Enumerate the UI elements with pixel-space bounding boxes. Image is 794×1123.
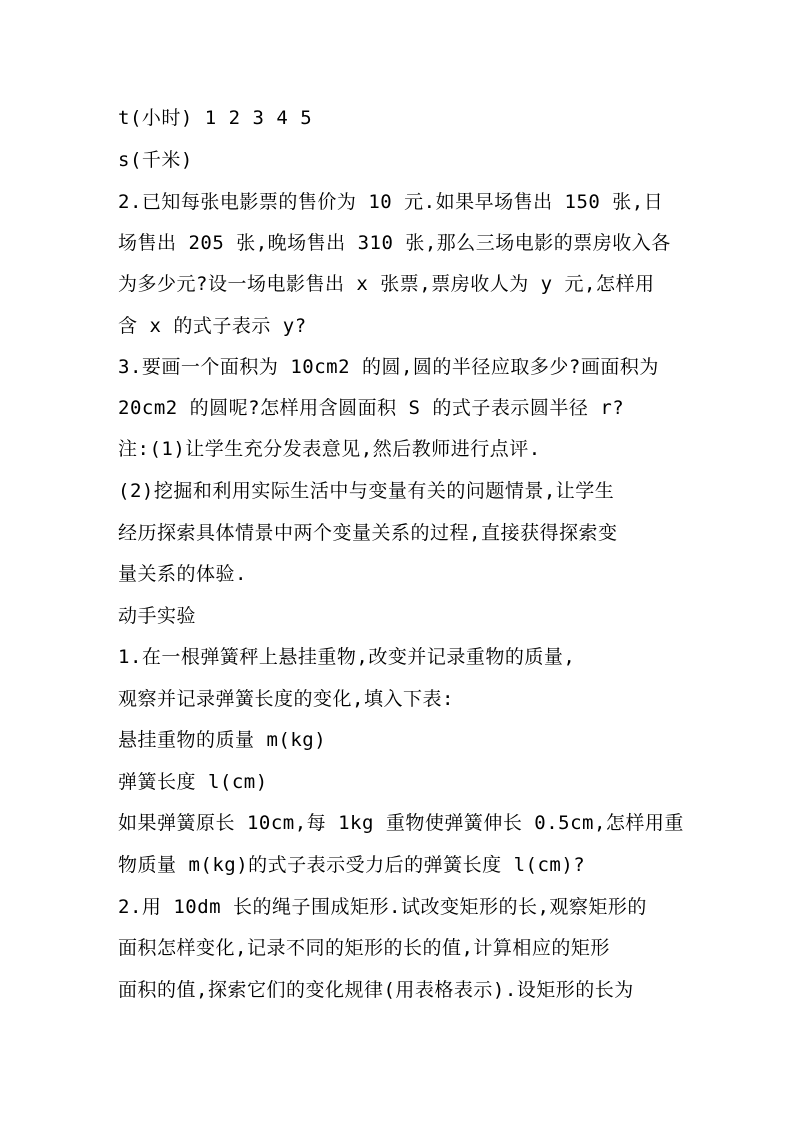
text-line-2: s(千米)	[118, 149, 193, 171]
text-line-19: 物质量 m(kg)的式子表示受力后的弹簧长度 l(cm)?	[118, 854, 586, 876]
text-line-4: 场售出 205 张,晚场售出 310 张,那么三场电影的票房收入各	[118, 232, 671, 254]
text-line-9: 注:(1)让学生充分发表意见,然后教师进行点评.	[118, 438, 541, 460]
text-line-7: 3.要画一个面积为 10cm2 的圆,圆的半径应取多少?画面积为	[118, 356, 659, 378]
text-line-14: 1.在一根弹簧秤上悬挂重物,改变并记录重物的质量,	[118, 646, 576, 668]
text-line-18: 如果弹簧原长 10cm,每 1kg 重物使弹簧伸长 0.5cm,怎样用重	[118, 812, 684, 834]
text-line-20: 2.用 10dm 长的绳子围成矩形.试改变矩形的长,观察矩形的	[118, 896, 647, 918]
text-line-17: 弹簧长度 l(cm)	[118, 771, 268, 793]
text-line-22: 面积的值,探索它们的变化规律(用表格表示).设矩形的长为	[118, 979, 634, 1001]
text-line-15: 观察并记录弹簧长度的变化,填入下表:	[118, 688, 454, 710]
text-line-16: 悬挂重物的质量 m(kg)	[118, 729, 327, 751]
text-line-6: 含 x 的式子表示 y?	[118, 315, 307, 337]
text-line-1: t(小时) 1 2 3 4 5	[118, 107, 313, 129]
text-line-21: 面积怎样变化,记录不同的矩形的长的值,计算相应的矩形	[118, 937, 610, 959]
text-line-10: (2)挖掘和利用实际生活中与变量有关的问题情景,让学生	[118, 480, 615, 502]
text-line-5: 为多少元?设一场电影售出 x 张票,票房收人为 y 元,怎样用	[118, 273, 655, 295]
section-heading: 动手实验	[118, 605, 197, 627]
text-line-12: 量关系的体验.	[118, 563, 247, 585]
text-line-3: 2.已知每张电影票的售价为 10 元.如果早场售出 150 张,日	[118, 191, 664, 213]
text-line-8: 20cm2 的圆呢?怎样用含圆面积 S 的式子表示圆半径 r?	[118, 397, 625, 419]
text-line-11: 经历探索具体情景中两个变量关系的过程,直接获得探索变	[118, 522, 618, 544]
